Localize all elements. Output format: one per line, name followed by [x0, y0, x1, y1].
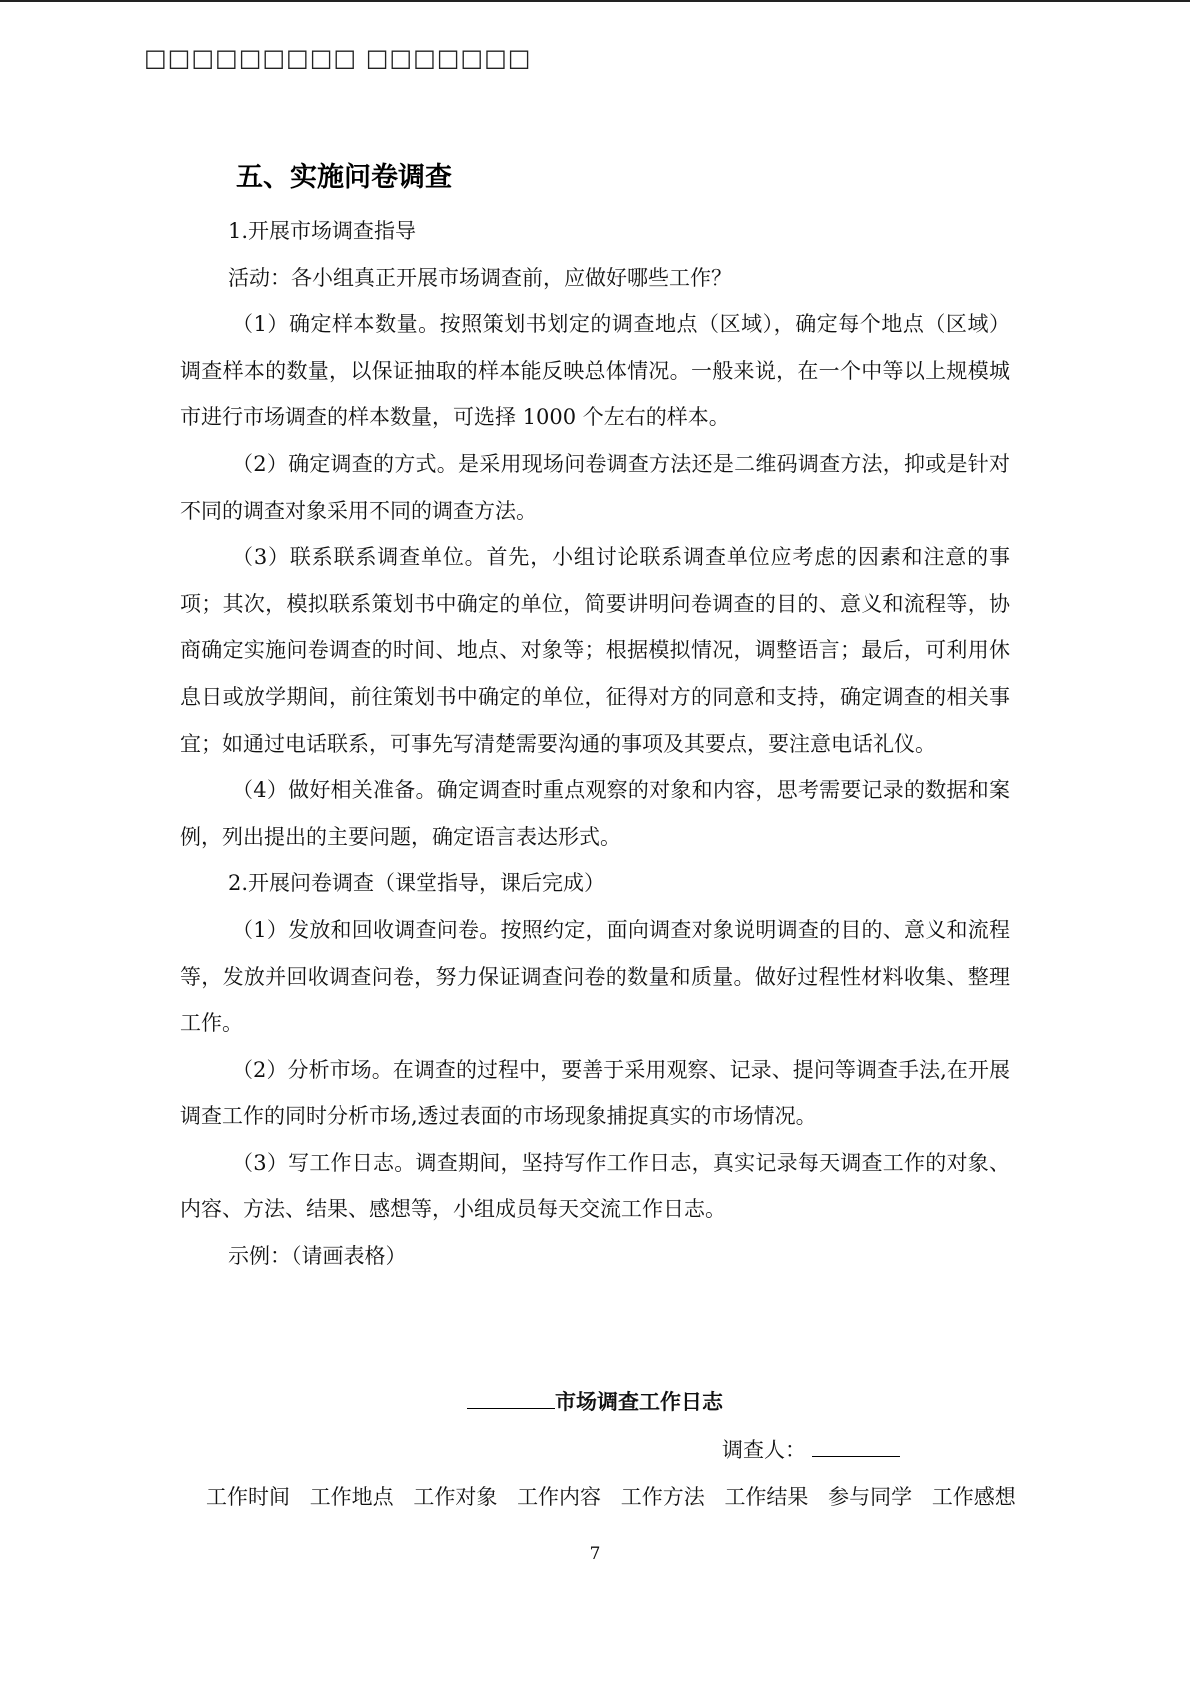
top-rule [0, 0, 1190, 2]
paragraph-distribute: （1）发放和回收调查问卷。按照约定，面向调查对象说明调查的目的、意义和流程等，发放并回收调查问卷，努力保证调查问卷的数量和质量。做好过程性材料收集、整理工作。 [180, 917, 1010, 1036]
log-title-blank [467, 1390, 555, 1409]
column-header: 工作时间 [206, 1485, 290, 1509]
body-text [180, 208, 1010, 1280]
paragraph-preparation: （4）做好相关准备。确定调查时重点观察的对象和内容，思考需要记录的数据和案例，列出提出的主要问题，确定语言表达形式。 [180, 778, 1010, 849]
running-header: □□□□□□□□□ □□□□□□□ [144, 44, 532, 72]
column-header: 工作对象 [413, 1485, 498, 1509]
investigator-blank [812, 1438, 900, 1457]
investigator-label: 调查人： [722, 1438, 806, 1462]
column-header: 工作结果 [724, 1485, 809, 1509]
subsection-heading-2: 2.开展问卷调查（课堂指导，课后完成） [228, 871, 606, 896]
paragraph-sample-size: （1）确定样本数量。按照策划书划定的调查地点（区域），确定每个地点（区域）调查样本的数量，以保证抽取的样本能反映总体情况。一般来说，在一个中等以上规模城市进行市场调查的样本数量，可选择 1000 个左右的样本。 [180, 312, 1010, 430]
log-title [0, 1386, 1190, 1416]
log-column-headers [206, 1481, 1029, 1511]
investigator-line [722, 1434, 900, 1464]
paragraph-survey-method: （2）确定调查的方式。是采用现场问卷调查方法还是二维码调查方法，抑或是针对不同的调查对象采用不同的调查方法。 [180, 451, 1010, 523]
log-title-text: 市场调查工作日志 [555, 1390, 723, 1414]
paragraph-analyze: （2）分析市场。在调查的过程中，要善于采用观察、记录、提问等调查手法,在开展调查工作的同时分析市场,透过表面的市场现象捕捉真实的市场情况。 [180, 1057, 1010, 1129]
column-header: 参与同学 [828, 1485, 913, 1509]
column-header: 工作地点 [309, 1485, 394, 1509]
section-heading: 五、实施问卷调查 [236, 162, 452, 193]
column-header: 工作内容 [517, 1485, 602, 1509]
page-number: 7 [589, 1544, 601, 1564]
example-label: 示例：（请画表格） [228, 1244, 407, 1269]
column-header: 工作方法 [620, 1485, 705, 1509]
paragraph-work-log: （3）写工作日志。调查期间，坚持写作工作日志，真实记录每天调查工作的对象、内容、方法、结果、感想等，小组成员每天交流工作日志。 [180, 1150, 1010, 1222]
column-header: 工作感想 [931, 1485, 1016, 1509]
activity-question: 活动：各小组真正开展市场调查前，应做好哪些工作？ [228, 265, 732, 290]
subsection-heading-1: 1.开展市场调查指导 [228, 219, 417, 243]
paragraph-contact-units: （3）联系联系调查单位。首先，小组讨论联系调查单位应考虑的因素和注意的事项；其次，模拟联系策划书中确定的单位，简要讲明问卷调查的目的、意义和流程等，协商确定实施问卷调查的时间、地点、对象等；根据模拟情况，调整语言；最后，可利用休息日或放学期间，前往策划书中确定的单位，征得对方的同意和支持，确定调查的相关事宜；如通过电话联系，可事先写清楚需要沟通的事项及其要点，要注意电话礼仪。 [180, 545, 1010, 756]
